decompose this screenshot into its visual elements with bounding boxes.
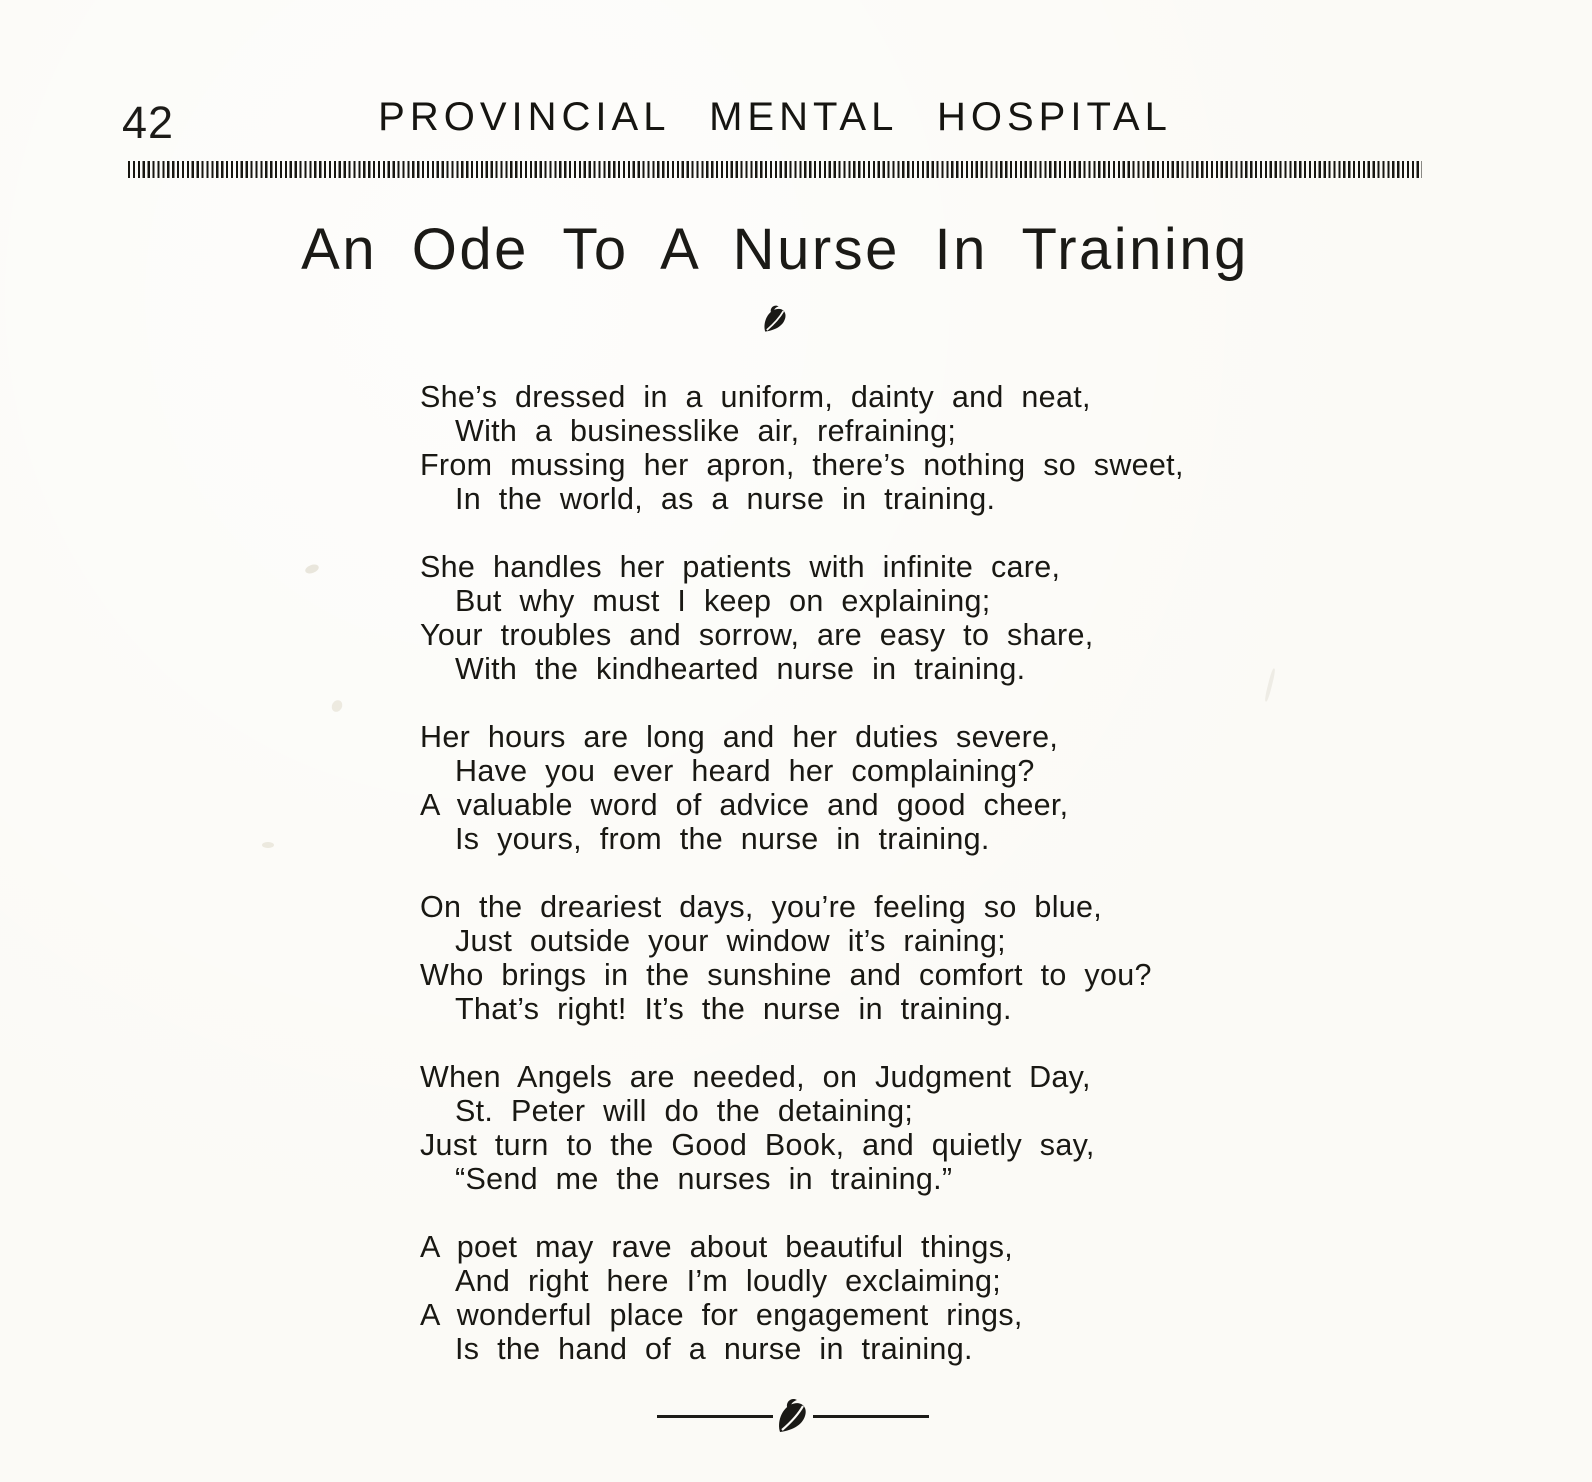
poem-stanza-2 <box>420 550 1422 686</box>
poem-line: And right here I’m loudly exclaiming; <box>455 1264 1002 1298</box>
poem-line: In the world, as a nurse in training. <box>455 482 996 516</box>
fleuron-leaf-icon <box>776 1396 810 1436</box>
divider-rule-left <box>657 1415 773 1418</box>
text-block <box>122 0 1422 1436</box>
divider-rule-right <box>813 1415 929 1418</box>
poem-line: From mussing her apron, there’s nothing so sweet, <box>420 448 1184 482</box>
poem-stanza-1 <box>420 380 1422 516</box>
poem-line: “Send me the nurses in training.” <box>455 1162 953 1196</box>
poem-line: Who brings in the sunshine and comfort to you? <box>420 958 1152 992</box>
page-number: 42 <box>122 97 175 148</box>
poem-line: Her hours are long and her duties severe, <box>420 720 1059 754</box>
poem-line: Is yours, from the nurse in training. <box>455 822 990 856</box>
poem-line: She’s dressed in a uniform, dainty and neat, <box>420 380 1091 414</box>
poem-line: When Angels are needed, on Judgment Day, <box>420 1060 1091 1094</box>
page-header <box>122 0 1422 148</box>
fleuron-leaf-icon <box>128 304 1422 336</box>
poem-line: With the kindhearted nurse in training. <box>455 652 1026 686</box>
poem-stanza-5 <box>420 1060 1422 1196</box>
poem-line: Have you ever heard her complaining? <box>455 754 1035 788</box>
poem-body <box>420 380 1422 1366</box>
poem-line: With a businesslike air, refraining; <box>455 414 957 448</box>
poem-line: Is the hand of a nurse in training. <box>455 1332 973 1366</box>
poem-line: But why must I keep on explaining; <box>455 584 991 618</box>
poem-line: A valuable word of advice and good cheer, <box>420 788 1069 822</box>
poem-line: On the dreariest days, you’re feeling so blue, <box>420 890 1103 924</box>
poem-line: St. Peter will do the detaining; <box>455 1094 914 1128</box>
poem-title: An Ode To A Nurse In Training <box>301 217 1249 282</box>
poem-stanza-3 <box>420 720 1422 856</box>
poem-line: A poet may rave about beautiful things, <box>420 1230 1014 1264</box>
poem-line: Your troubles and sorrow, are easy to share, <box>420 618 1094 652</box>
poem-stanza-4 <box>420 890 1422 1026</box>
poem-line: That’s right! It’s the nurse in training. <box>455 992 1012 1026</box>
poem-line: A wonderful place for engagement rings, <box>420 1298 1023 1332</box>
poem-line: Just turn to the Good Book, and quietly say, <box>420 1128 1095 1162</box>
running-title: PROVINCIAL MENTAL HOSPITAL <box>378 95 1172 139</box>
poem-line: Just outside your window it’s raining; <box>455 924 1006 958</box>
poem-stanza-6 <box>420 1230 1422 1366</box>
poem-line: She handles her patients with infinite care, <box>420 550 1061 584</box>
poem-article <box>128 218 1422 1436</box>
end-divider <box>164 1396 1422 1436</box>
hatched-rule <box>128 161 1422 178</box>
